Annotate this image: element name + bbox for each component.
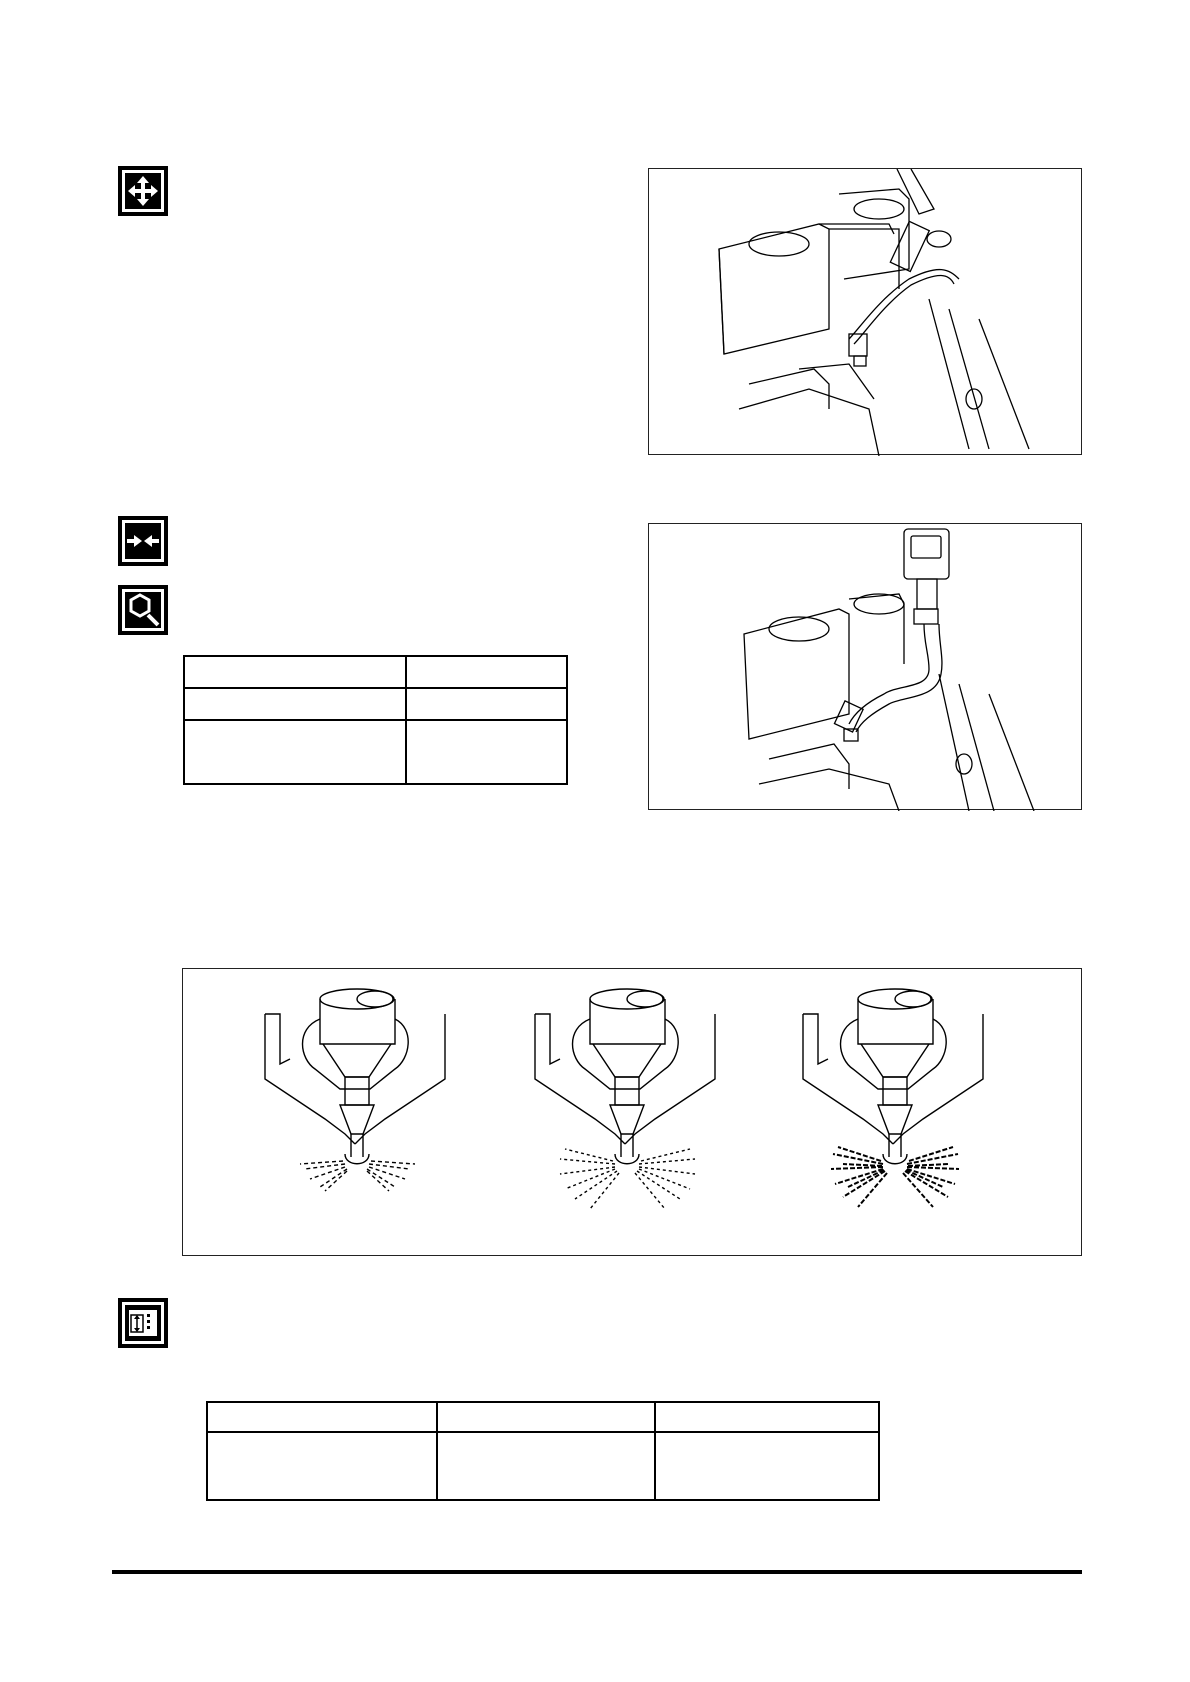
table-cell [655,1432,879,1500]
nozzle-fair [535,989,715,1209]
spray-pattern-figure [182,968,1082,1256]
table-cell [184,688,406,720]
spec-table-2 [206,1401,880,1501]
table-cell [406,656,567,688]
table-row [184,656,567,688]
table-cell [184,656,406,688]
injector-tester-figure [648,523,1082,810]
measurement-icon [118,1298,168,1348]
table-cell [406,688,567,720]
four-arrows-icon [118,166,168,216]
table-cell [207,1432,437,1500]
table-cell [655,1402,879,1432]
table-cell [184,720,406,784]
table-cell [207,1402,437,1432]
table-cell [406,720,567,784]
table-cell [437,1402,655,1432]
table-row [207,1432,879,1500]
table-row [184,720,567,784]
spec-table-1 [183,655,568,785]
magnifier-icon [118,585,168,635]
two-arrows-icon [118,516,168,566]
injector-wrench-figure [648,168,1082,455]
footer-rule [112,1570,1082,1574]
table-row [184,688,567,720]
table-cell [437,1432,655,1500]
nozzle-poor [803,989,983,1207]
table-row [207,1402,879,1432]
nozzle-good [265,989,445,1191]
